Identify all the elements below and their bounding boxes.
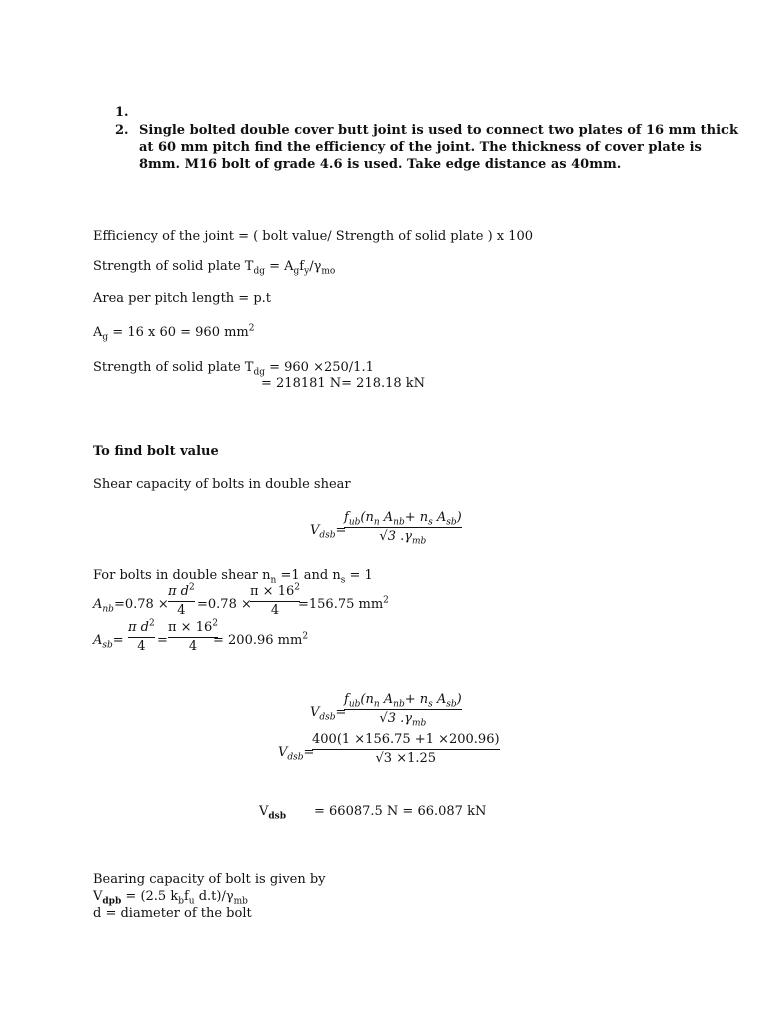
bearing-capacity-formula: $V_{dpb} = (2.5$ $k_bf_u$ $d.t)/\gamma_{mb}$ xyxy=(93,889,248,907)
shear-capacity-text: Shear capacity of bolts in double shear xyxy=(93,477,351,492)
vdsb-symbol-2: $V_{dsb}=$ xyxy=(310,705,347,723)
asb-eq: = xyxy=(157,633,168,648)
asb-result: = 200.96 $mm^2$ xyxy=(213,631,309,648)
list-number-1: 1. xyxy=(115,105,129,120)
solid-plate-strength-result: = 218181 N= 218.18 kN xyxy=(261,376,426,391)
diameter-definition: d = diameter of the bolt xyxy=(93,906,252,921)
anb-result: =156.75 $mm^2$ xyxy=(298,595,389,612)
solid-plate-strength-formula: Strength of solid plate $T_{dg} = A_gf_y/\gamma_{mo}$ xyxy=(93,259,336,277)
question-line-2: at 60 mm pitch find the efficiency of the joint. The thickness of cover plate is xyxy=(139,140,702,155)
vdsb-symbol-3: $V_{dsb}=$ xyxy=(278,745,315,763)
asb-label: $A_{sb}=$ xyxy=(93,633,124,651)
bearing-capacity-text: Bearing capacity of bolt is given by xyxy=(93,872,326,887)
question-line-1: Single bolted double cover butt joint is used to connect two plates of 16 mm thick xyxy=(139,123,738,138)
anb-eq2: =0.78 × xyxy=(197,597,252,612)
bolt-value-heading: To find bolt value xyxy=(93,444,219,459)
anb-fraction-1: π $d^2$ 4 xyxy=(168,582,195,618)
solid-plate-strength-value: Strength of solid plate $T_{dg} = 960 \times 250/1.1$ xyxy=(93,360,374,378)
area-per-pitch: Area per pitch length = p.t xyxy=(93,291,272,306)
vdsb-fraction-2: $f_{ub}(n_n$ $A_{nb}+ n_s$ $A_{sb}$) √3 $.\gamma_{mb}$ xyxy=(344,692,462,729)
asb-fraction-2: $\pi \times 16^2$ 4 xyxy=(168,618,218,654)
vdsb-final-label: $V_{dsb}$ xyxy=(259,804,287,822)
vdsb-final-value: = 66087.5 N = 66.087 kN xyxy=(314,804,487,819)
anb-fraction-2: $\pi \times 16^2$ 4 xyxy=(250,582,300,618)
vdsb-fraction-1: $f_{ub}(n_n$ $A_{nb}+ n_s$ $A_{sb}$) √3 $.\gamma_{mb}$ xyxy=(344,510,462,547)
double-shear-values: For bolts in double shear $n_n =1$ and $n_s = 1$ xyxy=(93,568,373,586)
asb-fraction-1: π $d^2$ 4 xyxy=(128,618,155,654)
gross-area: $A_g = 16$ x 60 = 960 $mm^2$ xyxy=(93,323,255,343)
efficiency-formula: Efficiency of the joint = ( bolt value/ Strength of solid plate ) x 100 xyxy=(93,229,534,244)
list-number-2: 2. xyxy=(115,123,129,138)
vdsb-symbol-1: $V_{dsb}=$ xyxy=(310,523,347,541)
anb-label: $A_{nb}=0.78$ × xyxy=(93,597,169,615)
vdsb-numeric-fraction: 400(1 ×156.75 +1 ×200.96) √3 ×1.25 xyxy=(312,732,500,766)
question-line-3: 8mm. M16 bolt of grade 4.6 is used. Take edge distance as 40mm. xyxy=(139,157,622,172)
